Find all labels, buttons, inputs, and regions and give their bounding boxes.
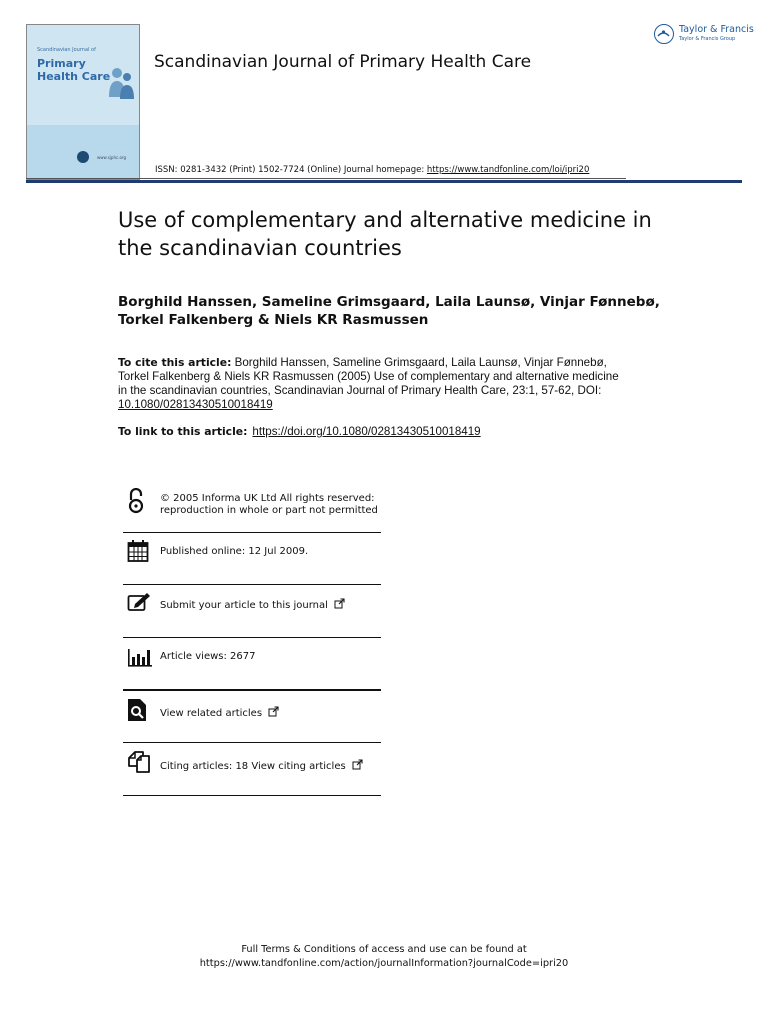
header-divider-thin (26, 178, 626, 179)
issn-line: ISSN: 0281-3432 (Print) 1502-7724 (Online) Journal homepage: https://www.tandfonline.com/loi/ipri20 (155, 165, 590, 175)
cover-small-text: Scandinavian Journal of (37, 47, 96, 53)
external-link-icon (268, 706, 279, 717)
article-authors: Borghild Hanssen, Sameline Grimsgaard, Laila Launsø, Vinjar Fønnebø, Torkel Falkenberg & Niels KR Rasmussen (118, 294, 660, 328)
link-label: To link to this article: (118, 425, 248, 438)
cite-doi-link[interactable]: 10.1080/02813430510018419 (118, 398, 273, 411)
external-link-icon (334, 598, 345, 609)
citation-block: To cite this article: Borghild Hanssen, Sameline Grimsgaard, Laila Launsø, Vinjar Fønnebø, Torkel Falkenberg & Niels KR Rasmussen (2005) Use of complementary and alternative medicine in the scandinavian countries, Scandinavian Journal of Primary Health Care, 23:1, 57-62, DOI: 10.1080/02813430510018419 (118, 356, 619, 411)
article-link-line (118, 425, 481, 438)
journal-homepage-link[interactable]: https://www.tandfonline.com/loi/ipri20 (426, 165, 590, 175)
submit-article-link[interactable]: Submit your article to this journal (160, 598, 345, 612)
bar-chart-icon (127, 647, 153, 667)
article-title: Use of complementary and alternative medicine in the scandinavian countries (118, 208, 652, 260)
publisher-name: Taylor & Francis (679, 24, 754, 35)
publisher-group: Taylor & Francis Group (679, 36, 736, 42)
taylor-francis-logo[interactable] (654, 22, 754, 48)
info-divider (123, 742, 381, 743)
terms-url[interactable]: https://www.tandfonline.com/action/journalInformation?journalCode=ipri20 (199, 958, 569, 969)
info-divider (123, 532, 381, 533)
citing-articles-icon (127, 750, 151, 774)
cover-title: Primary Health Care (37, 57, 111, 83)
related-articles-search-icon (127, 698, 147, 722)
info-divider (123, 584, 381, 585)
calendar-icon (127, 539, 149, 563)
published-date: Published online: 12 Jul 2009. (160, 546, 309, 557)
people-illustration-icon (107, 65, 135, 105)
info-divider (123, 637, 381, 638)
cite-label: To cite this article: (118, 356, 232, 369)
article-views: Article views: 2677 (160, 651, 256, 662)
journal-title: Scandinavian Journal of Primary Health Care (154, 52, 532, 72)
journal-cover-image[interactable] (26, 24, 140, 180)
doi-link[interactable]: https://doi.org/10.1080/02813430510018419 (252, 425, 481, 438)
open-access-lock-icon (127, 488, 145, 514)
view-related-articles-link[interactable]: View related articles (160, 706, 279, 720)
terms-footer (0, 943, 768, 971)
info-divider (123, 795, 381, 796)
external-link-icon (352, 759, 363, 770)
publisher-seal-icon (77, 151, 89, 163)
copyright-text: © 2005 Informa UK Ltd All rights reserved: reproduction in whole or part not permitted (160, 493, 378, 516)
publisher-circle-icon (654, 24, 674, 44)
citing-articles-link[interactable]: Citing articles: 18 View citing articles (160, 759, 363, 773)
info-divider (123, 689, 381, 691)
terms-text: Full Terms & Conditions of access and use can be found at (241, 944, 527, 955)
edit-pencil-icon (127, 591, 151, 613)
cover-url: www.sjphc.org (97, 155, 127, 160)
header-divider-accent (26, 180, 742, 183)
